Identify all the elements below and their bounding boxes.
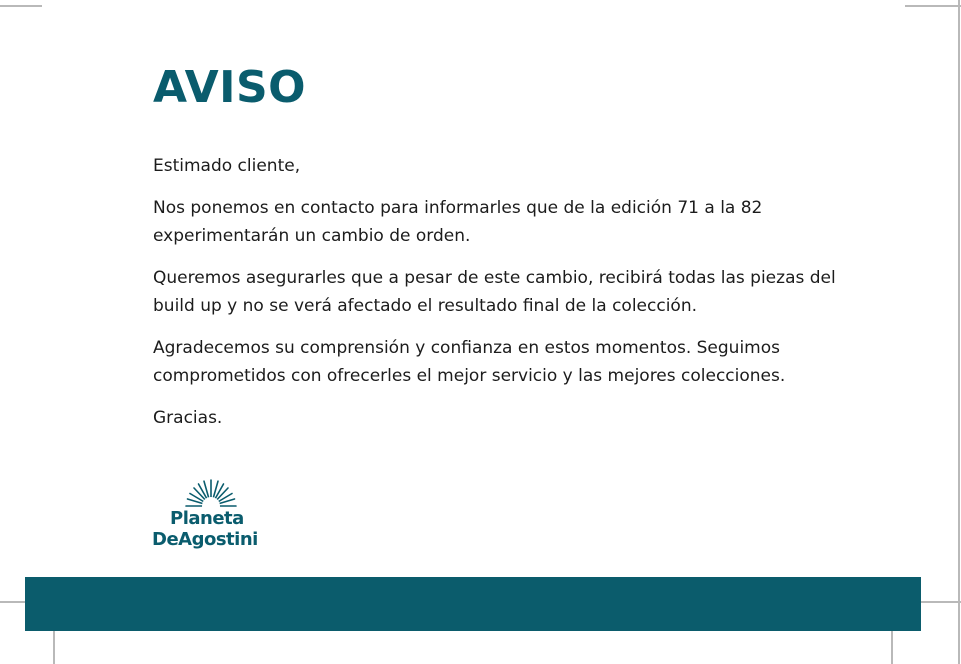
notice-title: AVISO xyxy=(153,62,307,113)
footer-band xyxy=(25,577,921,631)
crop-mark-top-right xyxy=(905,5,961,7)
crop-mark-top-left xyxy=(0,5,42,7)
paragraph-2: Queremos asegurarles que a pesar de este cambio, recibirá todas las piezas del build up y no se verá afectado el resultado final de la colección. xyxy=(153,268,836,316)
logo-line-1: Planeta xyxy=(170,508,244,529)
paragraph-1: Nos ponemos en contacto para informarles que de la edición 71 a la 82 experimentarán un cambio de orden. xyxy=(153,198,763,246)
greeting: Estimado cliente, xyxy=(153,156,301,176)
logo-line-2: DeAgostini xyxy=(152,529,258,550)
paragraph-3: Agradecemos su comprensión y confianza en estos momentos. Seguimos comprometidos con ofrecerles el mejor servicio y las mejores colecciones. xyxy=(153,338,786,386)
closing: Gracias. xyxy=(153,408,223,428)
sunburst-icon xyxy=(183,478,239,508)
planeta-deagostini-logo xyxy=(150,478,275,556)
crop-mark-right-edge xyxy=(958,0,960,664)
notice-body xyxy=(153,152,843,446)
